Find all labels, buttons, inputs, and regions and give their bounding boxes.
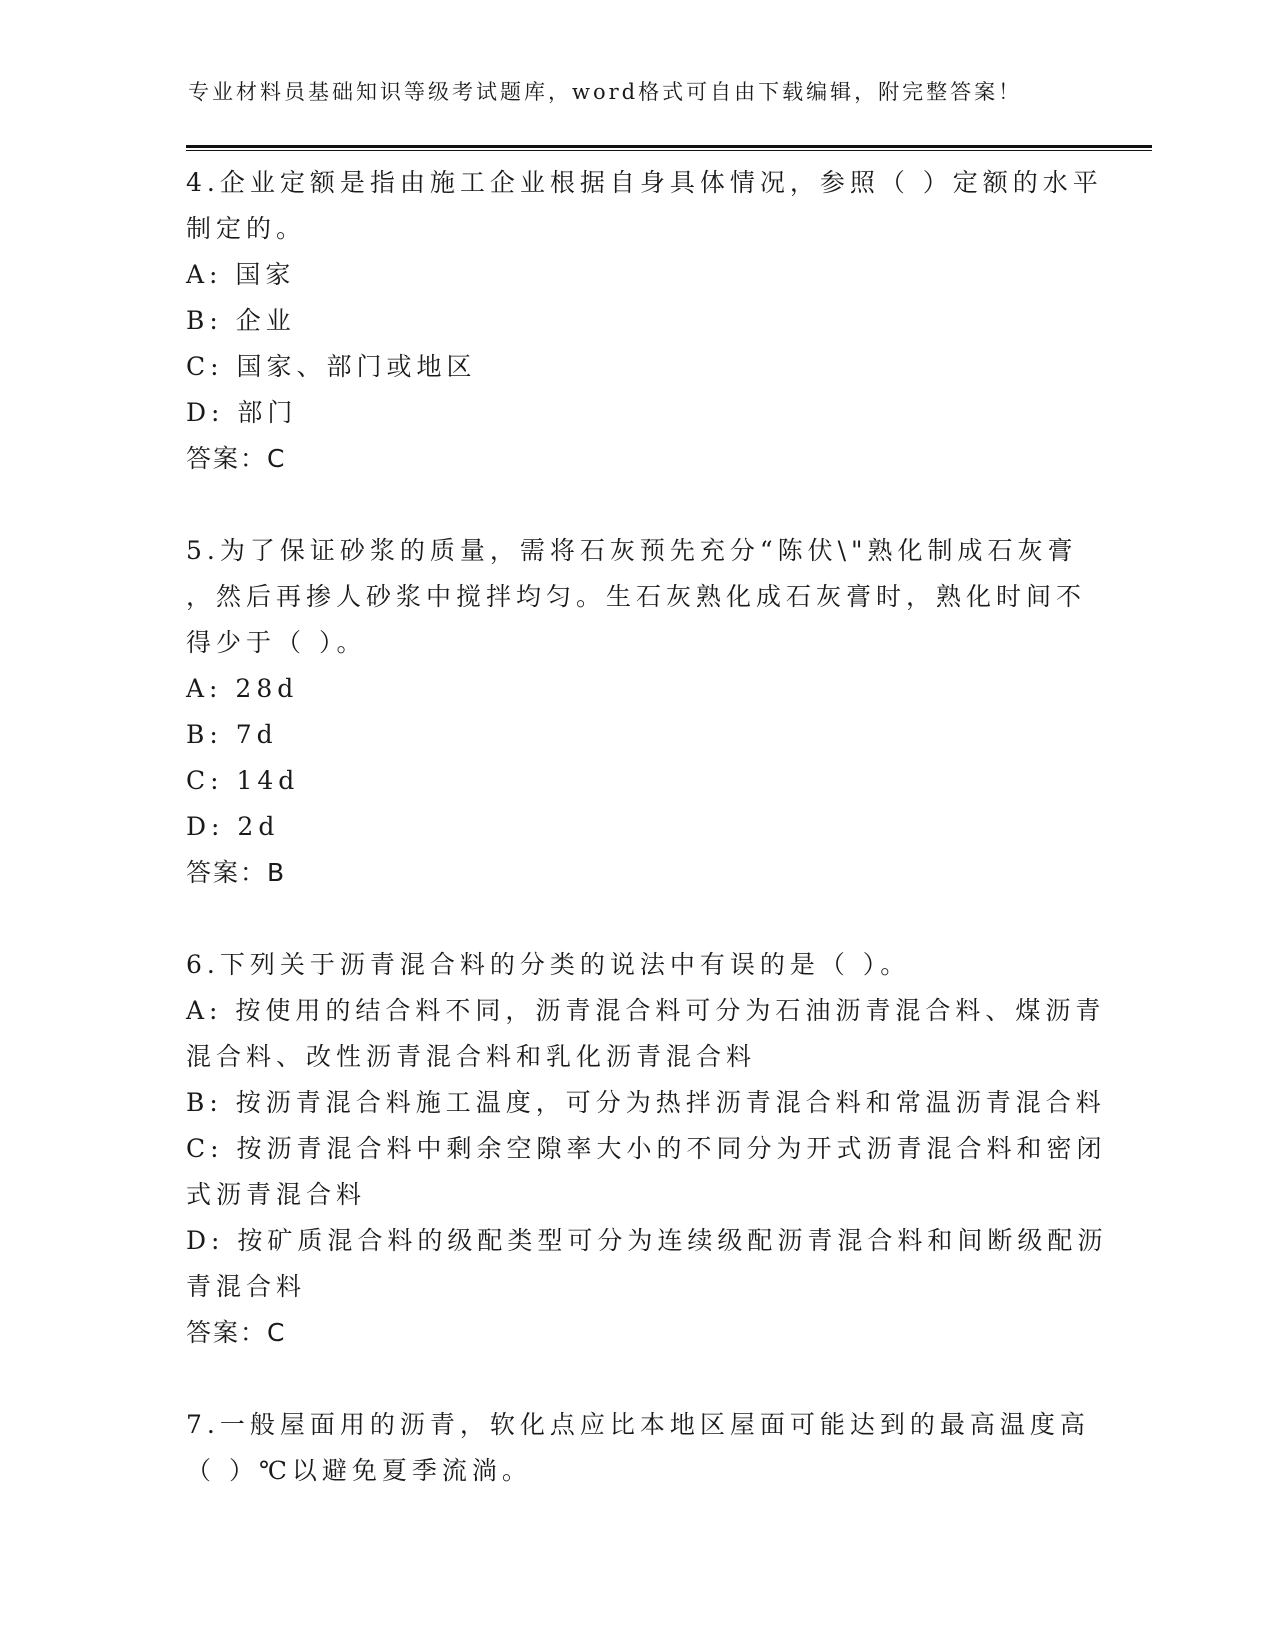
option-a-cont: 混合料、改性沥青混合料和乳化沥青混合料 <box>186 1042 757 1071</box>
header-rule-thick <box>186 145 1152 148</box>
question-stem-line: 制定的。 <box>186 214 307 243</box>
option-a: A: 按使用的结合料不同，沥青混合料可分为石油沥青混合料、煤沥青 <box>186 996 1106 1025</box>
answer: 答案：C <box>186 1318 287 1347</box>
option-c-cont: 式沥青混合料 <box>186 1180 367 1209</box>
page-header: 专业材料员基础知识等级考试题库，word格式可自由下载编辑，附完整答案！ <box>188 80 1023 104</box>
question-6 <box>186 942 1108 1356</box>
answer: 答案：B <box>186 858 287 887</box>
option-c: C: 国家、部门或地区 <box>186 352 477 381</box>
option-a: A: 国家 <box>186 260 296 289</box>
option-b: B: 7d <box>186 720 278 749</box>
option-b: B: 按沥青混合料施工温度，可分为热拌沥青混合料和常温沥青混合料 <box>186 1088 1106 1117</box>
question-4 <box>186 160 1103 482</box>
option-b: B: 企业 <box>186 306 296 335</box>
answer: 答案：C <box>186 444 287 473</box>
question-list <box>186 160 1108 1494</box>
option-d: D: 部门 <box>186 398 298 427</box>
option-c: C: 按沥青混合料中剩余空隙率大小的不同分为开式沥青混合料和密闭 <box>186 1134 1107 1163</box>
option-d: D: 2d <box>186 812 280 841</box>
question-stem-line: 7.一般屋面用的沥青，软化点应比本地区屋面可能达到的最高温度高 <box>186 1410 1090 1439</box>
option-d-cont: 青混合料 <box>186 1272 307 1301</box>
option-a: A: 28d <box>186 674 299 703</box>
question-stem-line: 5.为了保证砂浆的质量，需将石灰预先充分“陈伏\"熟化制成石灰膏 <box>186 536 1078 565</box>
header-rule-thin <box>186 150 1152 151</box>
option-c: C: 14d <box>186 766 300 795</box>
question-stem-line: ，然后再掺人砂浆中搅拌均匀。生石灰熟化成石灰膏时，熟化时间不 <box>186 582 1087 611</box>
question-stem-line: 得少于（ ）。 <box>186 628 367 657</box>
question-stem-line: 6.下列关于沥青混合料的分类的说法中有误的是（ ）。 <box>186 950 911 979</box>
question-7 <box>186 1402 1090 1494</box>
question-5 <box>186 528 1086 896</box>
question-stem-line: （ ）℃以避免夏季流淌。 <box>186 1456 532 1485</box>
option-d: D: 按矿质混合料的级配类型可分为连续级配沥青混合料和间断级配沥 <box>186 1226 1108 1255</box>
question-stem-line: 4.企业定额是指由施工企业根据自身具体情况，参照（ ）定额的水平 <box>186 168 1103 197</box>
